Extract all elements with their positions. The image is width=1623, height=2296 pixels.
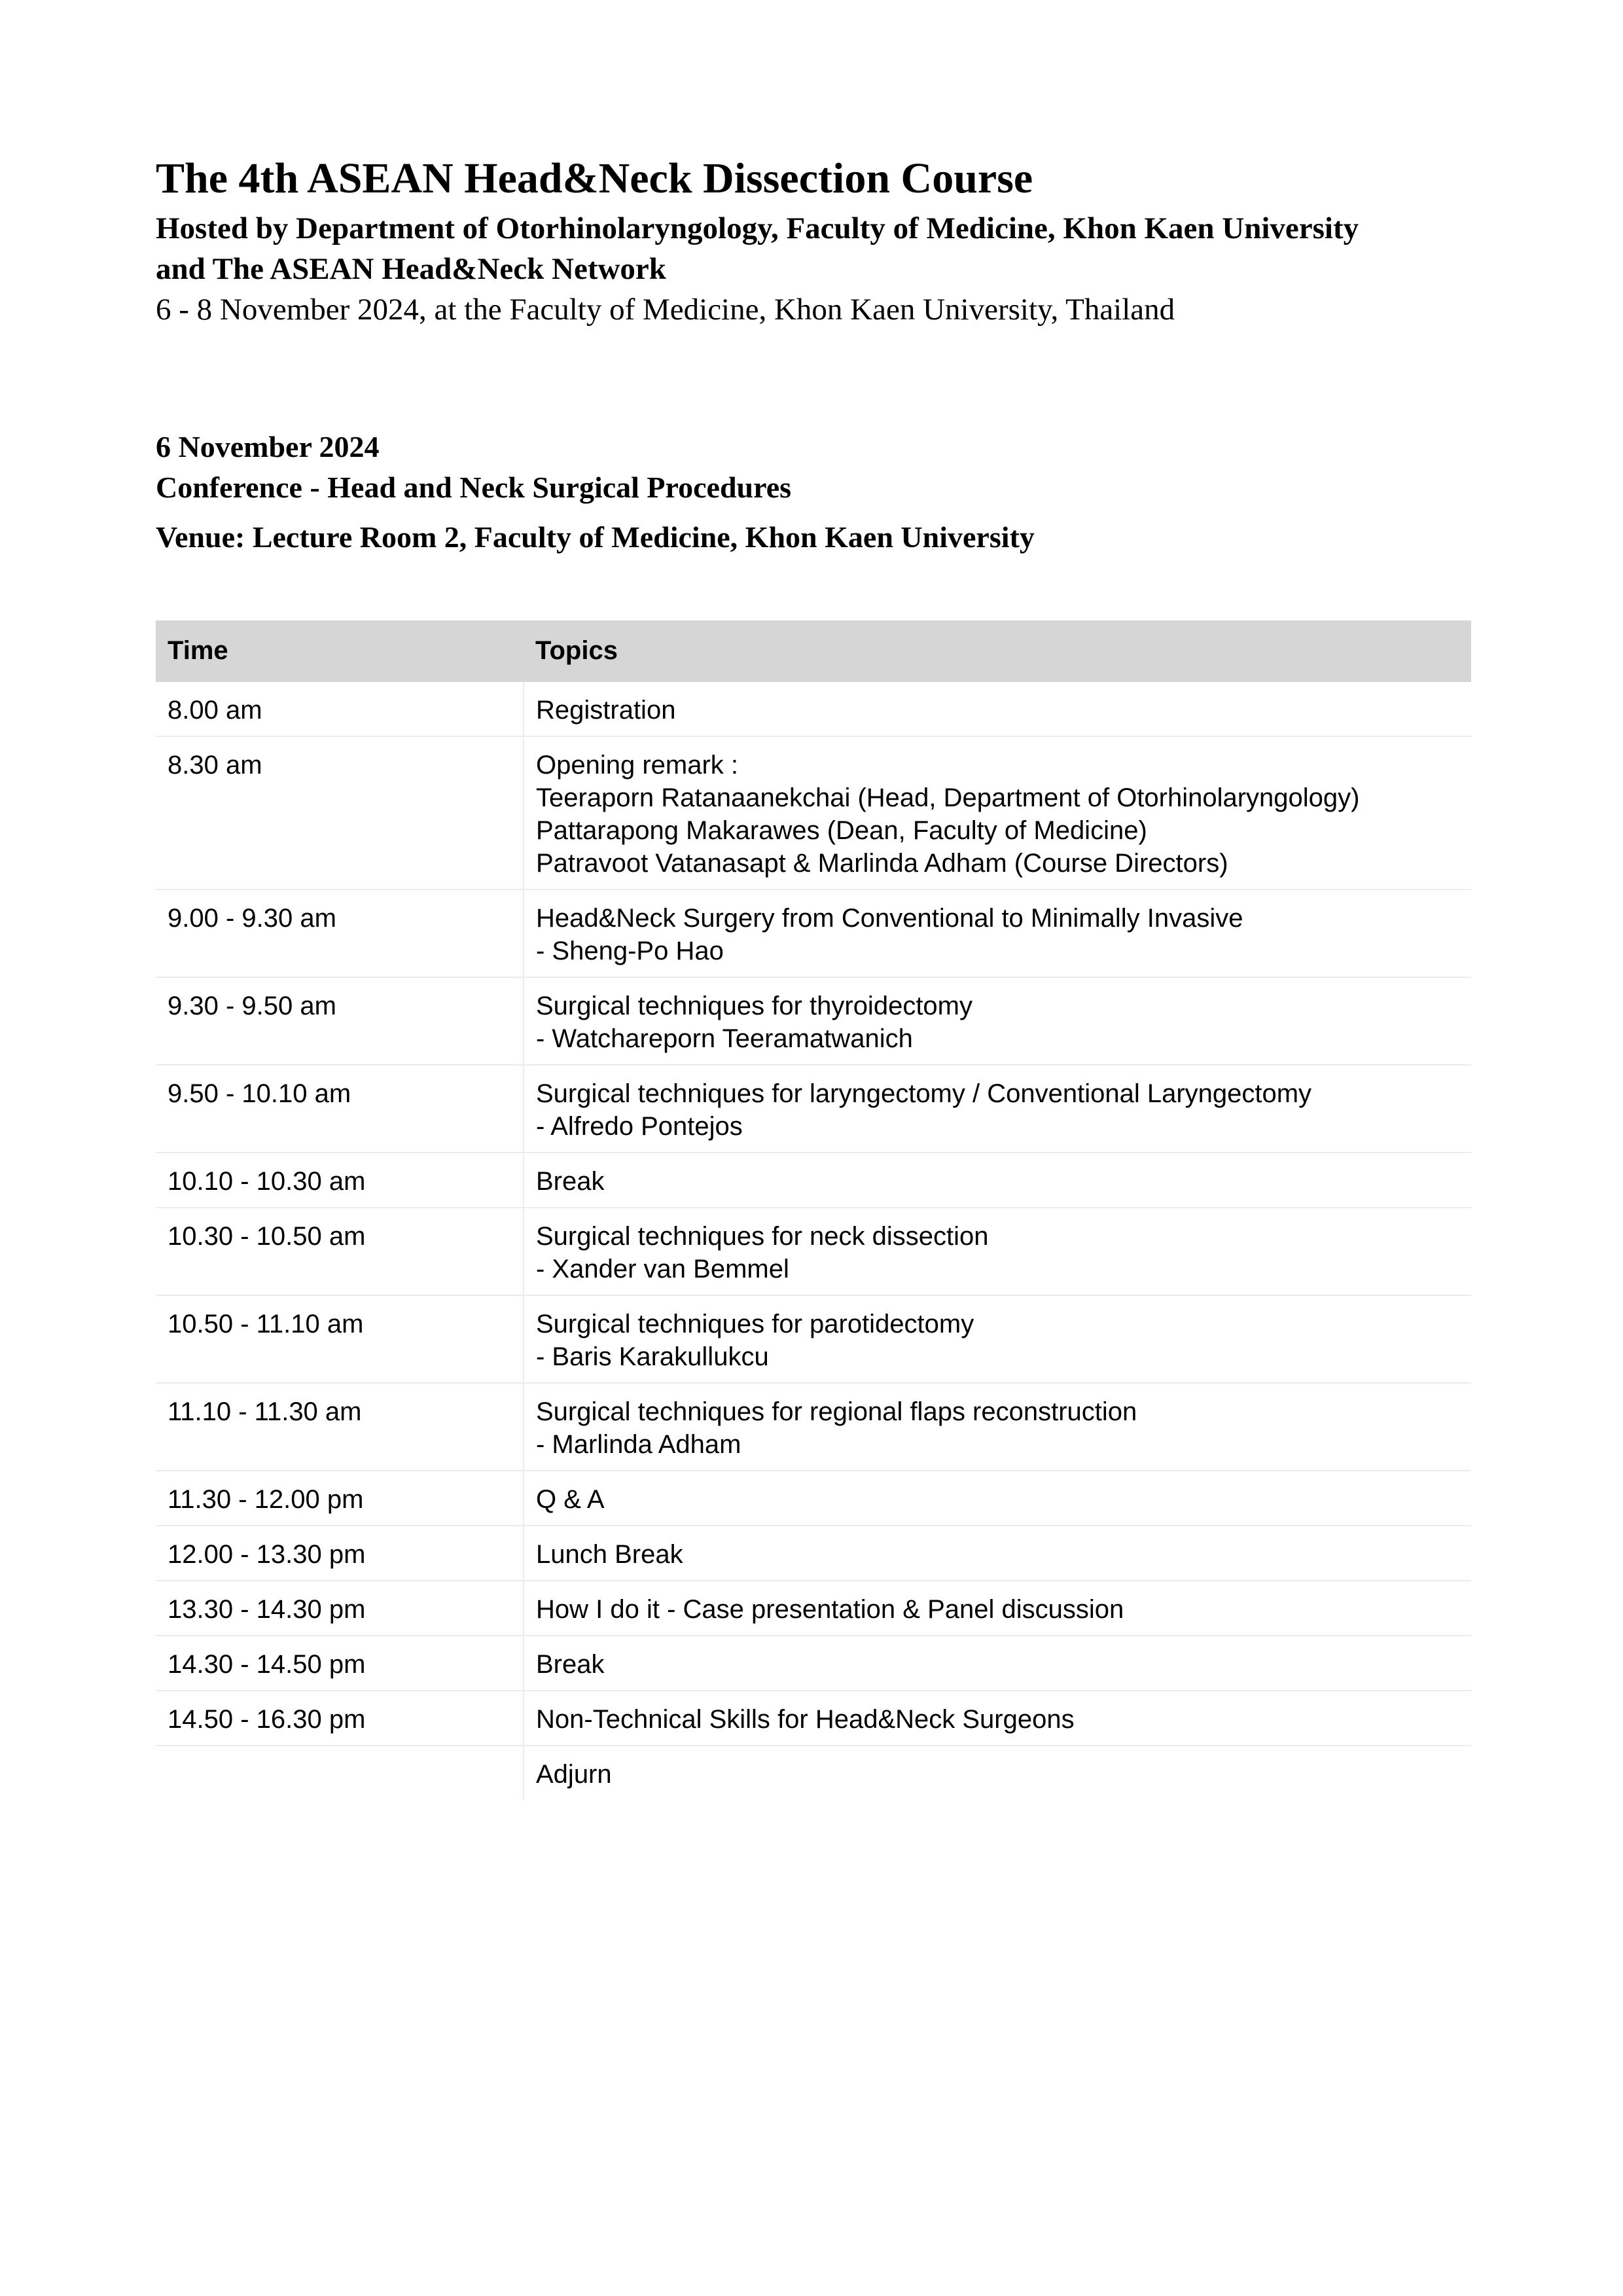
topic-line: Break: [536, 1167, 605, 1196]
topic-cell: [524, 736, 1471, 889]
time-cell: 9.00 - 9.30 am: [156, 889, 524, 977]
time-cell: 14.50 - 16.30 pm: [156, 1691, 524, 1746]
topic-line: - Xander van Bemmel: [536, 1255, 789, 1283]
time-cell: 13.30 - 14.30 pm: [156, 1581, 524, 1636]
time-cell: 12.00 - 13.30 pm: [156, 1526, 524, 1581]
time-cell: 10.30 - 10.50 am: [156, 1208, 524, 1295]
day-section: [156, 427, 1471, 558]
column-header-time: Time: [156, 620, 524, 682]
topic-line: Surgical techniques for parotidectomy: [536, 1310, 974, 1338]
topic-line: Surgical techniques for neck dissection: [536, 1222, 989, 1251]
table-row: [156, 736, 1471, 889]
topic-line: Surgical techniques for thyroidectomy: [536, 992, 972, 1020]
table-row: [156, 1065, 1471, 1153]
document-title: The 4th ASEAN Head&Neck Dissection Course: [156, 154, 1033, 202]
table-row: [156, 1636, 1471, 1691]
table-row: [156, 1153, 1471, 1208]
topic-line: Opening remark :: [536, 751, 739, 780]
topic-line: - Marlinda Adham: [536, 1430, 741, 1459]
table-row: [156, 977, 1471, 1065]
section-conference-title: Conference - Head and Neck Surgical Procedures: [156, 471, 792, 504]
table-row: [156, 1526, 1471, 1581]
topic-line: - Baris Karakullukcu: [536, 1342, 769, 1371]
topic-cell: [524, 1153, 1471, 1208]
topic-line: Pattarapong Makarawes (Dean, Faculty of Medicine): [536, 816, 1147, 845]
table-row: [156, 1471, 1471, 1526]
topic-line: Registration: [536, 696, 676, 725]
topic-cell: [524, 977, 1471, 1065]
topic-line: Head&Neck Surgery from Conventional to Minimally Invasive: [536, 904, 1243, 933]
topic-cell: [524, 1746, 1471, 1800]
time-cell: 9.50 - 10.10 am: [156, 1065, 524, 1153]
table-row: [156, 1581, 1471, 1636]
table-row: [156, 1383, 1471, 1471]
time-cell: 9.30 - 9.50 am: [156, 977, 524, 1065]
table-row: [156, 1691, 1471, 1746]
dates-location: 6 - 8 November 2024, at the Faculty of Medicine, Khon Kaen University, Thailand: [156, 293, 1175, 327]
schedule-table: [156, 620, 1471, 1800]
time-cell: 14.30 - 14.50 pm: [156, 1636, 524, 1691]
topic-cell: [524, 1065, 1471, 1153]
time-cell: 8.30 am: [156, 736, 524, 889]
time-cell: 11.10 - 11.30 am: [156, 1383, 524, 1471]
document-page: [156, 149, 1471, 1800]
topic-line: Q & A: [536, 1485, 605, 1514]
topic-line: Adjurn: [536, 1760, 612, 1789]
topic-line: Surgical techniques for laryngectomy / Conventional Laryngectomy: [536, 1079, 1312, 1108]
topic-cell: [524, 1526, 1471, 1581]
table-row: [156, 889, 1471, 977]
topic-cell: [524, 1295, 1471, 1383]
topic-cell: [524, 1691, 1471, 1746]
column-header-topics: Topics: [524, 620, 1471, 682]
schedule-body: [156, 682, 1471, 1800]
topic-line: Break: [536, 1650, 605, 1679]
hosted-by-line-2: and The ASEAN Head&Neck Network: [156, 252, 666, 286]
time-cell: [156, 1746, 524, 1800]
topic-cell: [524, 1383, 1471, 1471]
topic-cell: [524, 889, 1471, 977]
time-cell: 11.30 - 12.00 pm: [156, 1471, 524, 1526]
table-row: [156, 1295, 1471, 1383]
topic-cell: [524, 1581, 1471, 1636]
topic-line: Teeraporn Ratanaanekchai (Head, Department of Otorhinolaryngology): [536, 783, 1360, 812]
topic-line: Patravoot Vatanasapt & Marlinda Adham (Course Directors): [536, 849, 1228, 878]
schedule-header-row: [156, 620, 1471, 682]
table-row: [156, 682, 1471, 736]
table-row: [156, 1746, 1471, 1800]
section-venue: Venue: Lecture Room 2, Faculty of Medicine, Khon Kaen University: [156, 520, 1035, 554]
topic-line: Lunch Break: [536, 1540, 683, 1569]
topic-line: - Watchareporn Teeramatwanich: [536, 1024, 913, 1053]
topic-line: Surgical techniques for regional flaps reconstruction: [536, 1397, 1137, 1426]
table-row: [156, 1208, 1471, 1295]
topic-line: Non-Technical Skills for Head&Neck Surgeons: [536, 1705, 1075, 1734]
time-cell: 10.50 - 11.10 am: [156, 1295, 524, 1383]
section-date: 6 November 2024: [156, 430, 380, 463]
time-cell: 8.00 am: [156, 682, 524, 736]
topic-line: - Alfredo Pontejos: [536, 1112, 743, 1141]
topic-cell: [524, 1471, 1471, 1526]
topic-cell: [524, 1636, 1471, 1691]
topic-line: How I do it - Case presentation & Panel discussion: [536, 1595, 1124, 1624]
topic-line: - Sheng-Po Hao: [536, 937, 724, 965]
topic-cell: [524, 682, 1471, 736]
time-cell: 10.10 - 10.30 am: [156, 1153, 524, 1208]
hosted-by-line-1: Hosted by Department of Otorhinolaryngology, Faculty of Medicine, Khon Kaen University: [156, 211, 1359, 245]
topic-cell: [524, 1208, 1471, 1295]
